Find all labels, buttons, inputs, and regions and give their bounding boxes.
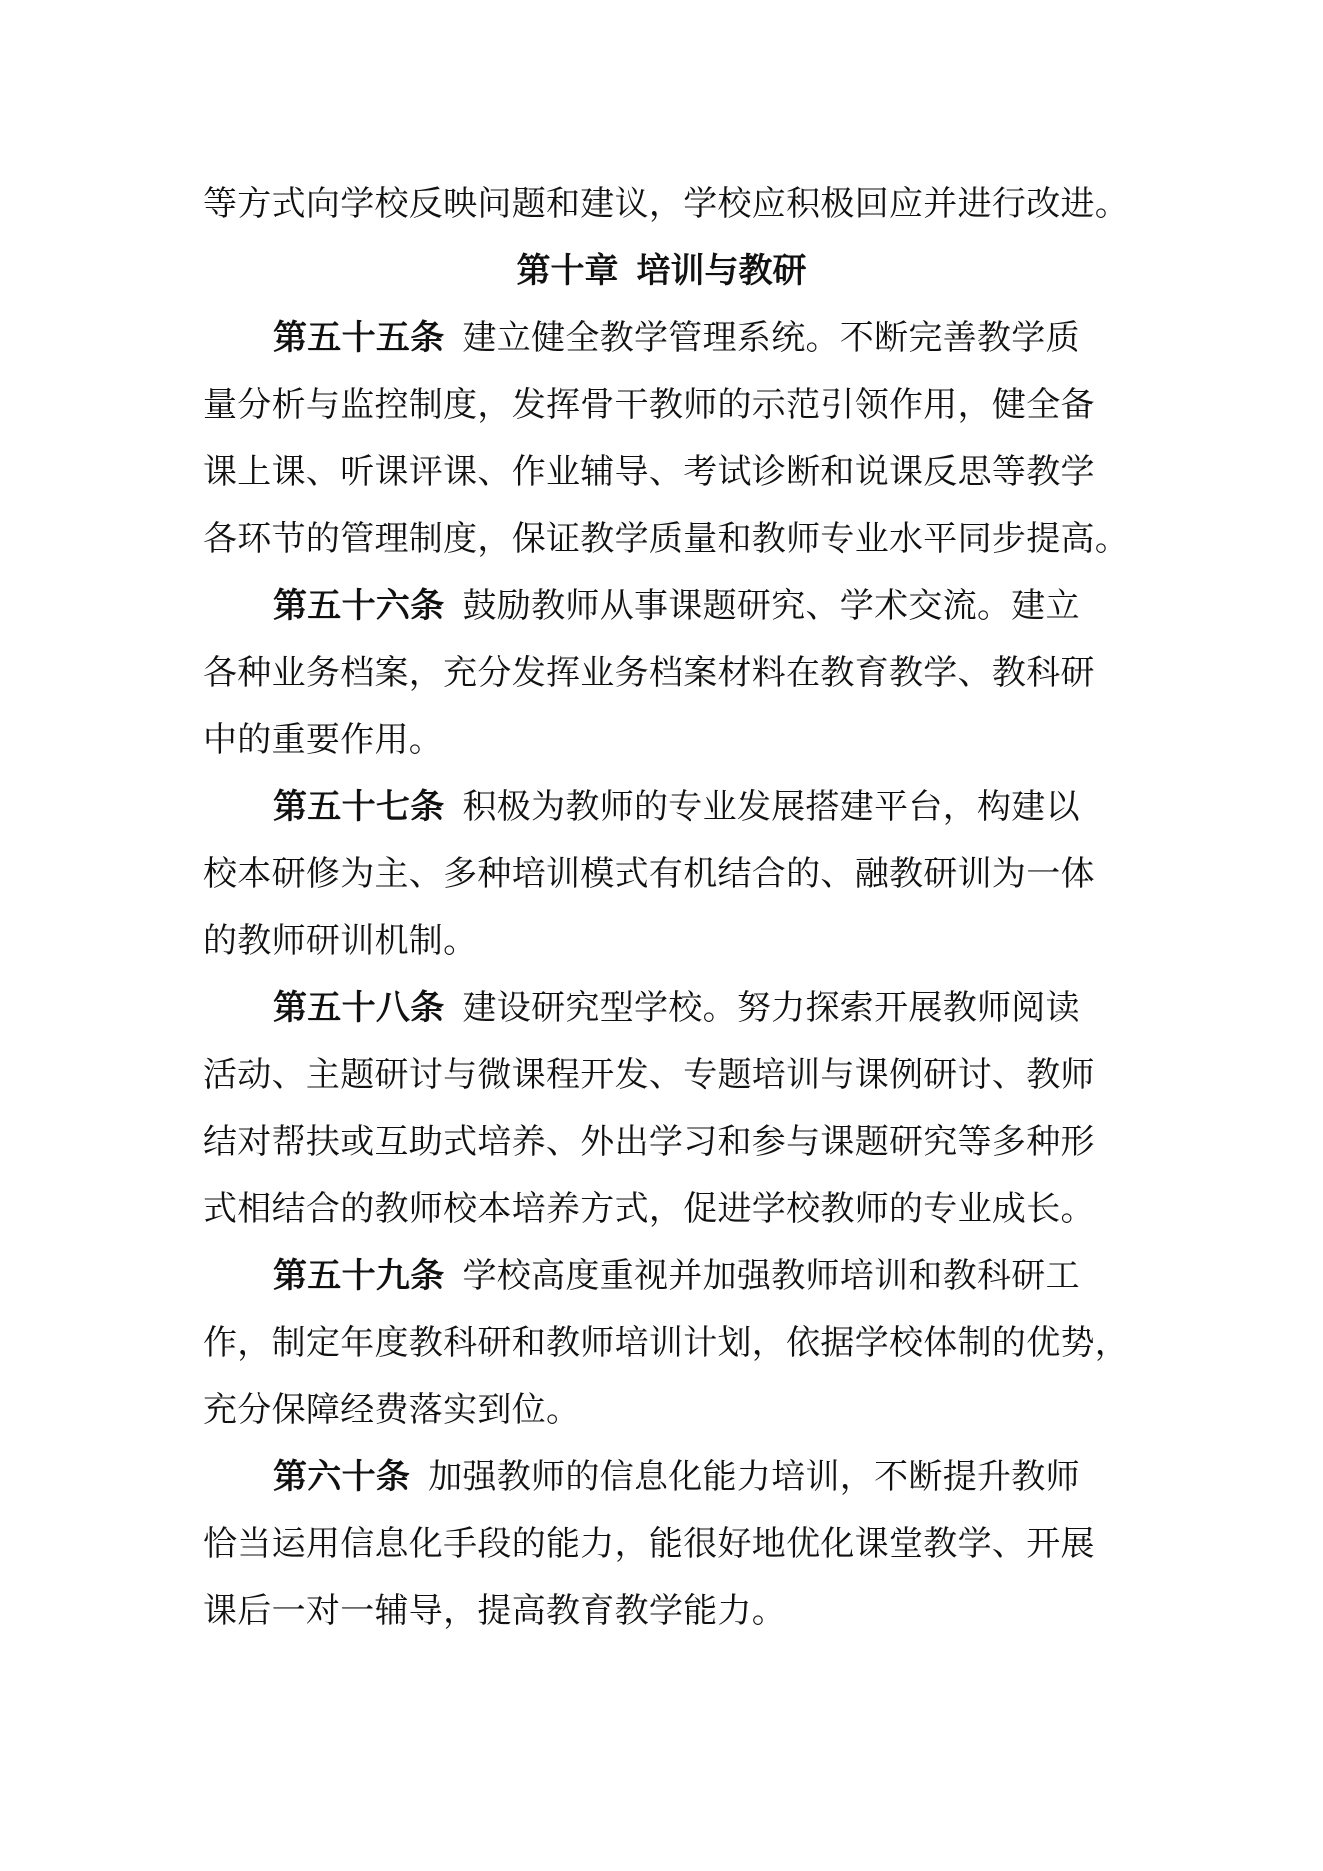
article-60 bbox=[203, 1444, 1135, 1645]
chapter-number: 第十章 bbox=[516, 251, 619, 291]
article-number: 第五十五条 bbox=[273, 318, 445, 358]
article-text: 各种业务档案，充分发挥业务档案材料在教育教学、教科研 bbox=[203, 653, 1095, 693]
article-text: 课后一对一辅导，提高教育教学能力。 bbox=[203, 1591, 787, 1631]
article-text: 活动、主题研讨与微课程开发、专题培训与课例研讨、教师 bbox=[203, 1055, 1095, 1095]
article-text: 结对帮扶或互助式培养、外出学习和参与课题研究等多种形 bbox=[203, 1122, 1095, 1162]
article-57 bbox=[203, 774, 1135, 975]
article-number: 第五十八条 bbox=[273, 988, 445, 1028]
article-text: 各环节的管理制度，保证教学质量和教师专业水平同步提高。 bbox=[203, 519, 1130, 559]
chapter-heading bbox=[0, 238, 1323, 305]
chapter-title: 培训与教研 bbox=[636, 251, 807, 291]
article-58 bbox=[203, 975, 1135, 1243]
article-59 bbox=[203, 1243, 1135, 1444]
article-text: 量分析与监控制度，发挥骨干教师的示范引领作用，健全备 bbox=[203, 385, 1095, 425]
article-number: 第五十六条 bbox=[273, 586, 445, 626]
article-text: 课上课、听课评课、作业辅导、考试诊断和说课反思等教学 bbox=[203, 452, 1095, 492]
article-text: 中的重要作用。 bbox=[203, 720, 444, 760]
article-text: 建设研究型学校。努力探索开展教师阅读 bbox=[462, 988, 1080, 1028]
article-text: 校本研修为主、多种培训模式有机结合的、融教研训为一体 bbox=[203, 854, 1095, 894]
article-text: 积极为教师的专业发展搭建平台，构建以 bbox=[462, 787, 1080, 827]
article-text: 鼓励教师从事课题研究、学术交流。建立 bbox=[462, 586, 1080, 626]
continuation-paragraph bbox=[203, 171, 1135, 238]
article-text: 学校高度重视并加强教师培训和教科研工 bbox=[462, 1256, 1080, 1296]
article-text: 加强教师的信息化能力培训，不断提升教师 bbox=[428, 1457, 1080, 1497]
article-text: 恰当运用信息化手段的能力，能很好地优化课堂教学、开展 bbox=[203, 1524, 1095, 1564]
article-number: 第五十七条 bbox=[273, 787, 445, 827]
article-number: 第六十条 bbox=[273, 1457, 411, 1497]
article-text: 式相结合的教师校本培养方式，促进学校教师的专业成长。 bbox=[203, 1189, 1095, 1229]
article-56 bbox=[203, 573, 1135, 774]
article-text: 充分保障经费落实到位。 bbox=[203, 1390, 581, 1430]
article-55 bbox=[203, 305, 1135, 573]
article-text: 的教师研训机制。 bbox=[203, 921, 478, 961]
continuation-line: 等方式向学校反映问题和建议，学校应积极回应并进行改进。 bbox=[203, 184, 1130, 224]
article-text: 建立健全教学管理系统。不断完善教学质 bbox=[462, 318, 1080, 358]
article-number: 第五十九条 bbox=[273, 1256, 445, 1296]
article-text: 作，制定年度教科研和教师培训计划，依据学校体制的优势， bbox=[203, 1323, 1130, 1363]
